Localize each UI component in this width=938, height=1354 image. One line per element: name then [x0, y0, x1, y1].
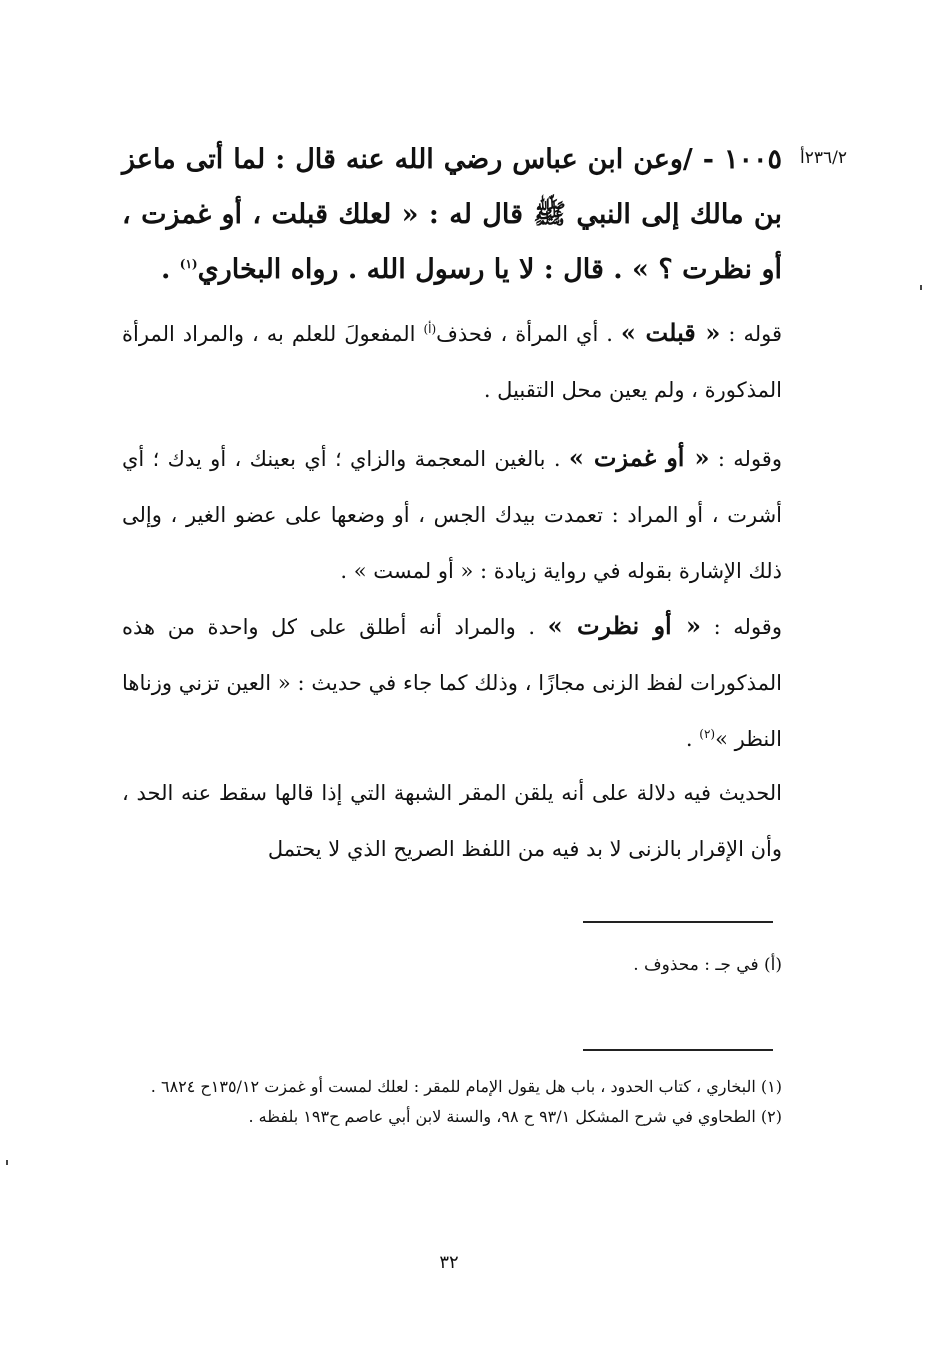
quoted-word: « قبلت »: [620, 318, 721, 347]
quoted-word: « أو نظرت »: [547, 611, 701, 640]
paragraph-text: . بالغين المعجمة والزاي ؛ أي بعينك ، أو يدك ؛ أي أشرت ، أو المراد : تعمدت بيدك الجس ، أو وضعها على عضو الغير ، وإلى ذلك الإشارة بقوله في رواية زيادة : « أو لمست » .: [122, 447, 783, 583]
footnotes: [130, 1072, 782, 1132]
paragraph-lead: وقوله :: [709, 447, 782, 471]
hadith-body: ١٠٠٥ - /وعن ابن عباس رضي الله عنه قال : لما أتى ماعز بن مالك إلى النبي ﷺ قال له : « لعلك قبلت ، أو غمزت ، أو نظرت ؟ » . قال : لا يا رسول الله . رواه البخاري: [122, 144, 782, 285]
commentary-paragraph-1: [122, 305, 782, 418]
hadith-end: .: [160, 254, 180, 285]
manuscript-folio-note: ٢٣٦/٢أ: [800, 148, 847, 168]
scan-speck: [6, 1160, 8, 1165]
footnote-ref-2: (٢): [699, 727, 716, 741]
footnote-2: (٢) الطحاوي في شرح المشكل ٩٣/١ ح ٩٨، والسنة لابن أبي عاصم ح١٩٣ بلفظه .: [248, 1107, 782, 1126]
commentary-paragraph-2: [122, 430, 782, 599]
paragraph-text: المفعولَ للعلم به ، والمراد المرأة المذكورة ، ولم يعين محل التقبيل .: [122, 322, 782, 402]
footnote-ref-1: (١): [179, 257, 198, 271]
scan-speck: [920, 285, 922, 290]
variant-note: (أ) في جـ : محذوف .: [633, 955, 782, 975]
variant-ref-a: (أ): [423, 322, 437, 336]
paragraph-lead: قوله :: [720, 322, 782, 346]
footnote-1: (١) البخاري ، كتاب الحدود ، باب هل يقول الإمام للمقر : لعلك لمست أو غمزت ١٣٥/١٢ح ٦٨٢٤ .: [150, 1077, 782, 1096]
paragraph-text: . والمراد أنه أطلق على كل واحدة من هذه المذكورات لفظ الزنى مجازًا ، وذلك كما جاء في حديث : « العين تزني وزناها النظر »: [122, 615, 782, 751]
commentary-paragraph-3: [122, 598, 782, 767]
paragraph-text: . أي المرأة ، فحذف: [436, 322, 621, 346]
commentary-paragraph-4: الحديث فيه دلالة على أنه يلقن المقر الشبهة التي إذا قالها سقط عنه الحد ، وأن الإقرار بالزنى لا بد فيه من اللفظ الصريح الذي لا يحتمل: [122, 781, 782, 861]
page-number: ٣٢: [439, 1252, 459, 1273]
paragraph-end: .: [685, 727, 700, 751]
paragraph-lead: وقوله :: [701, 615, 782, 639]
footnote-separator-rule: [583, 1049, 773, 1051]
variant-separator-rule: [583, 921, 773, 923]
quoted-word: « أو غمزت »: [568, 443, 710, 472]
hadith-text: [122, 132, 782, 297]
